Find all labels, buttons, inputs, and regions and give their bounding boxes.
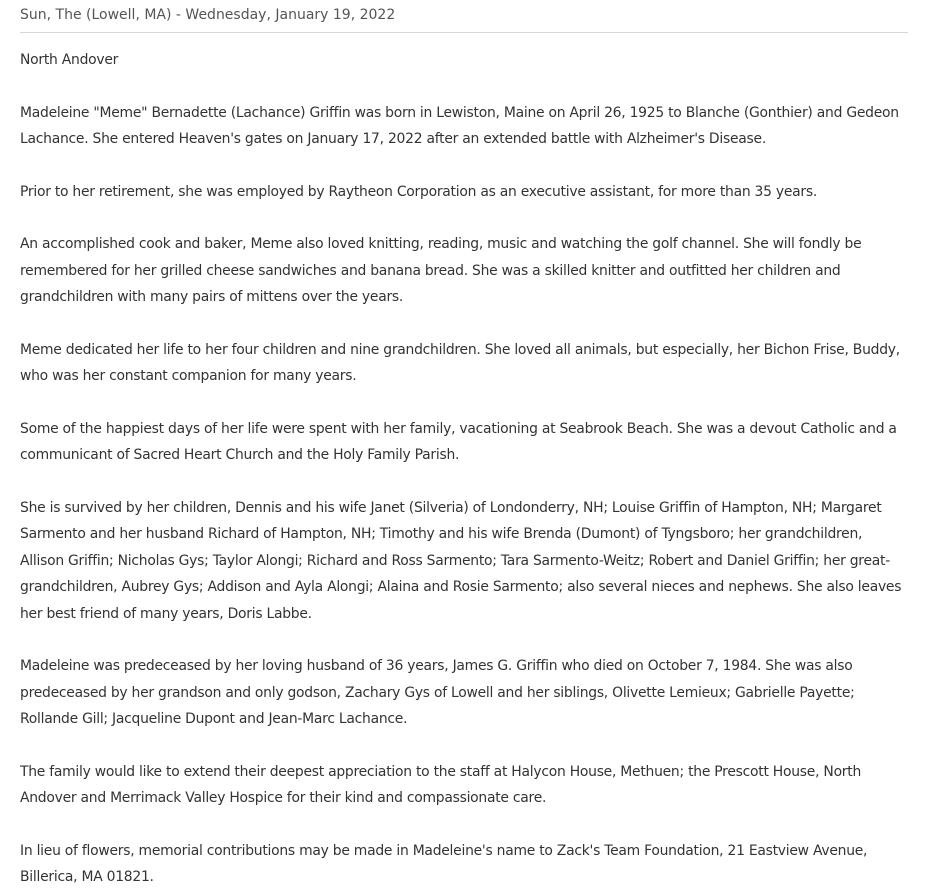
paragraph-predeceased: Madeleine was predeceased by her loving husband of 36 years, James G. Griffin who died on October 7, 1984. She was also predeceased by her grandson and only godson, Zachary Gys of Lowell and her siblings, Olivette Lemieux; Gabrielle Payette; Rollande Gill; Jacqueline Dupont and Jean-Marc Lachance. [20,658,855,727]
article-location: North Andover [20,52,119,68]
publication-source-date: Sun, The (Lowell, MA) - Wednesday, January 19, 2022 [20,5,908,33]
paragraph-family-pets: Meme dedicated her life to her four children and nine grandchildren. She loved all animals, but especially, her Bichon Frise, Buddy, who was her constant companion for many years. [20,341,900,384]
paragraph-birth: Madeleine "Meme" Bernadette (Lachance) Griffin was born in Lewiston, Maine on April 26, 1925 to Blanche (Gonthier) and Gedeon Lachance. She entered Heaven's gates on January 17, 2022 after an extended battle with Alzheimer's Disease. [20,104,899,147]
paragraph-appreciation: The family would like to extend their deepest appreciation to the staff at Halycon House, Methuen; the Prescott House, North Andover and Merrimack Valley Hospice for their kind and compassionate care. [20,763,862,806]
paragraph-hobbies: An accomplished cook and baker, Meme also loved knitting, reading, music and watching the golf channel. She will fondly be remembered for her grilled cheese sandwiches and banana bread. She was a skilled knitter and outfitted her children and grandchildren with many pairs of mittens over the years. [20,236,862,305]
paragraph-career: Prior to her retirement, she was employed by Raytheon Corporation as an executive assistant, for more than 35 years. [20,183,818,200]
paragraph-faith: Some of the happiest days of her life were spent with her family, vacationing at Seabrook Beach. She was a devout Catholic and a communicant of Sacred Heart Church and the Holy Family Parish. [20,420,897,463]
paragraph-memorial-contributions: In lieu of flowers, memorial contributions may be made in Madeleine's name to Zack's Team Foundation, 21 Eastview Avenue, Billerica, MA 01821. [20,842,868,885]
paragraph-survivors: She is survived by her children, Dennis and his wife Janet (Silveria) of Londonderry, NH; Louise Griffin of Hampton, NH; Margaret Sarmento and her husband Richard of Hampton, NH; Timothy and his wife Brenda (Dumont) of Tyngsboro; her grandchildren, Allison Griffin; Nicholas Gys; Taylor Alongi; Richard and Ross Sarmento; Tara Sarmento-Weitz; Robert and Daniel Griffin; her great-grandchildren, Aubrey Gys; Addison and Ayla Alongi; Alaina and Rosie Sarmento; also several nieces and nephews. She also leaves her best friend of many years, Doris Labbe. [20,499,902,622]
article-body [20,47,908,891]
